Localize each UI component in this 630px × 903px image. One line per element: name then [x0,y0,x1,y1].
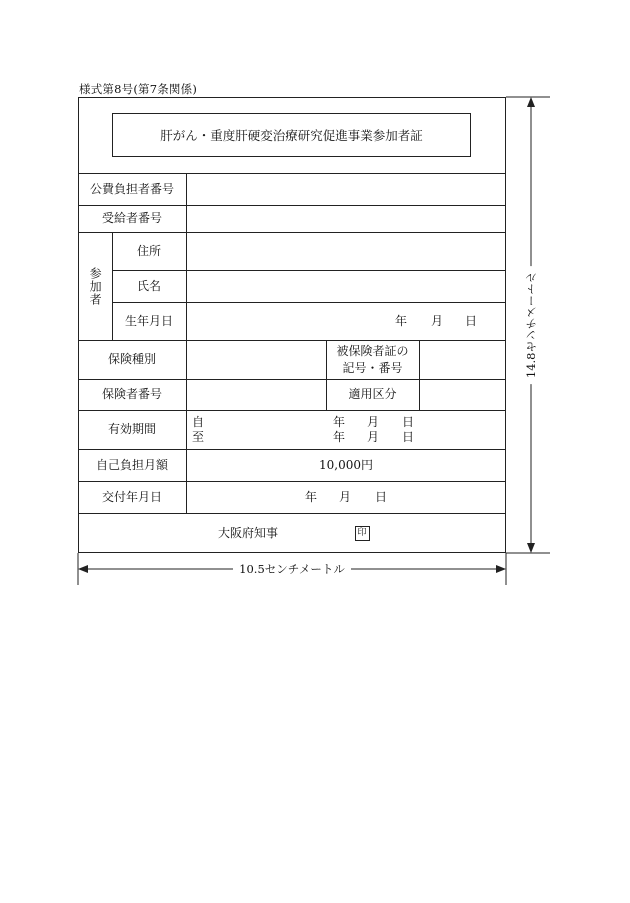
address-label: 住所 [136,243,161,258]
validity-label: 有効期間 [107,422,156,437]
applicable-class-label: 適用区分 [348,387,397,402]
height-dimension [522,97,540,553]
validity-to-month: 月 [366,429,379,444]
birth-month-unit: 月 [430,313,443,328]
seal-icon: 印 [355,526,370,541]
validity-from-year: 年 [332,414,345,429]
self-pay-amount: 10,000円 [319,457,373,472]
width-dimension-label: 10.5センチメートル [233,561,351,577]
validity-from-month: 月 [366,414,379,429]
issue-day-unit: 日 [374,489,387,504]
insurer-number-label: 保険者番号 [101,387,162,402]
validity-from-label: 自 [191,414,204,429]
governor-label: 大阪府知事 [217,525,278,540]
validity-to-year: 年 [332,429,345,444]
self-pay-label: 自己負担月額 [95,457,168,472]
validity-to-label: 至 [191,429,204,444]
issue-year-unit: 年 [304,489,317,504]
width-dimension [78,560,506,578]
issue-month-unit: 月 [338,489,351,504]
validity-from-day: 日 [401,414,414,429]
height-dimension-label: 14.8センチメートル [523,266,539,384]
validity-to-day: 日 [401,429,414,444]
certificate-title: 肝がん・重度肝硬変治療研究促進事業参加者証 [112,113,471,157]
insured-id-label: 被保険者証の 記号・番号 [336,344,409,375]
recipient-number-label: 受給者番号 [101,211,162,226]
name-label: 氏名 [136,278,161,293]
public-number-label: 公費負担者番号 [89,181,174,196]
form-number: 様式第8号(第7条関係) [79,82,198,96]
birth-year-unit: 年 [394,313,407,328]
birth-day-unit: 日 [464,313,477,328]
participant-label: 参加者 [88,266,103,306]
insurance-type-label: 保険種別 [107,352,156,367]
birthdate-label: 生年月日 [124,313,173,328]
issue-date-label: 交付年月日 [101,489,162,504]
